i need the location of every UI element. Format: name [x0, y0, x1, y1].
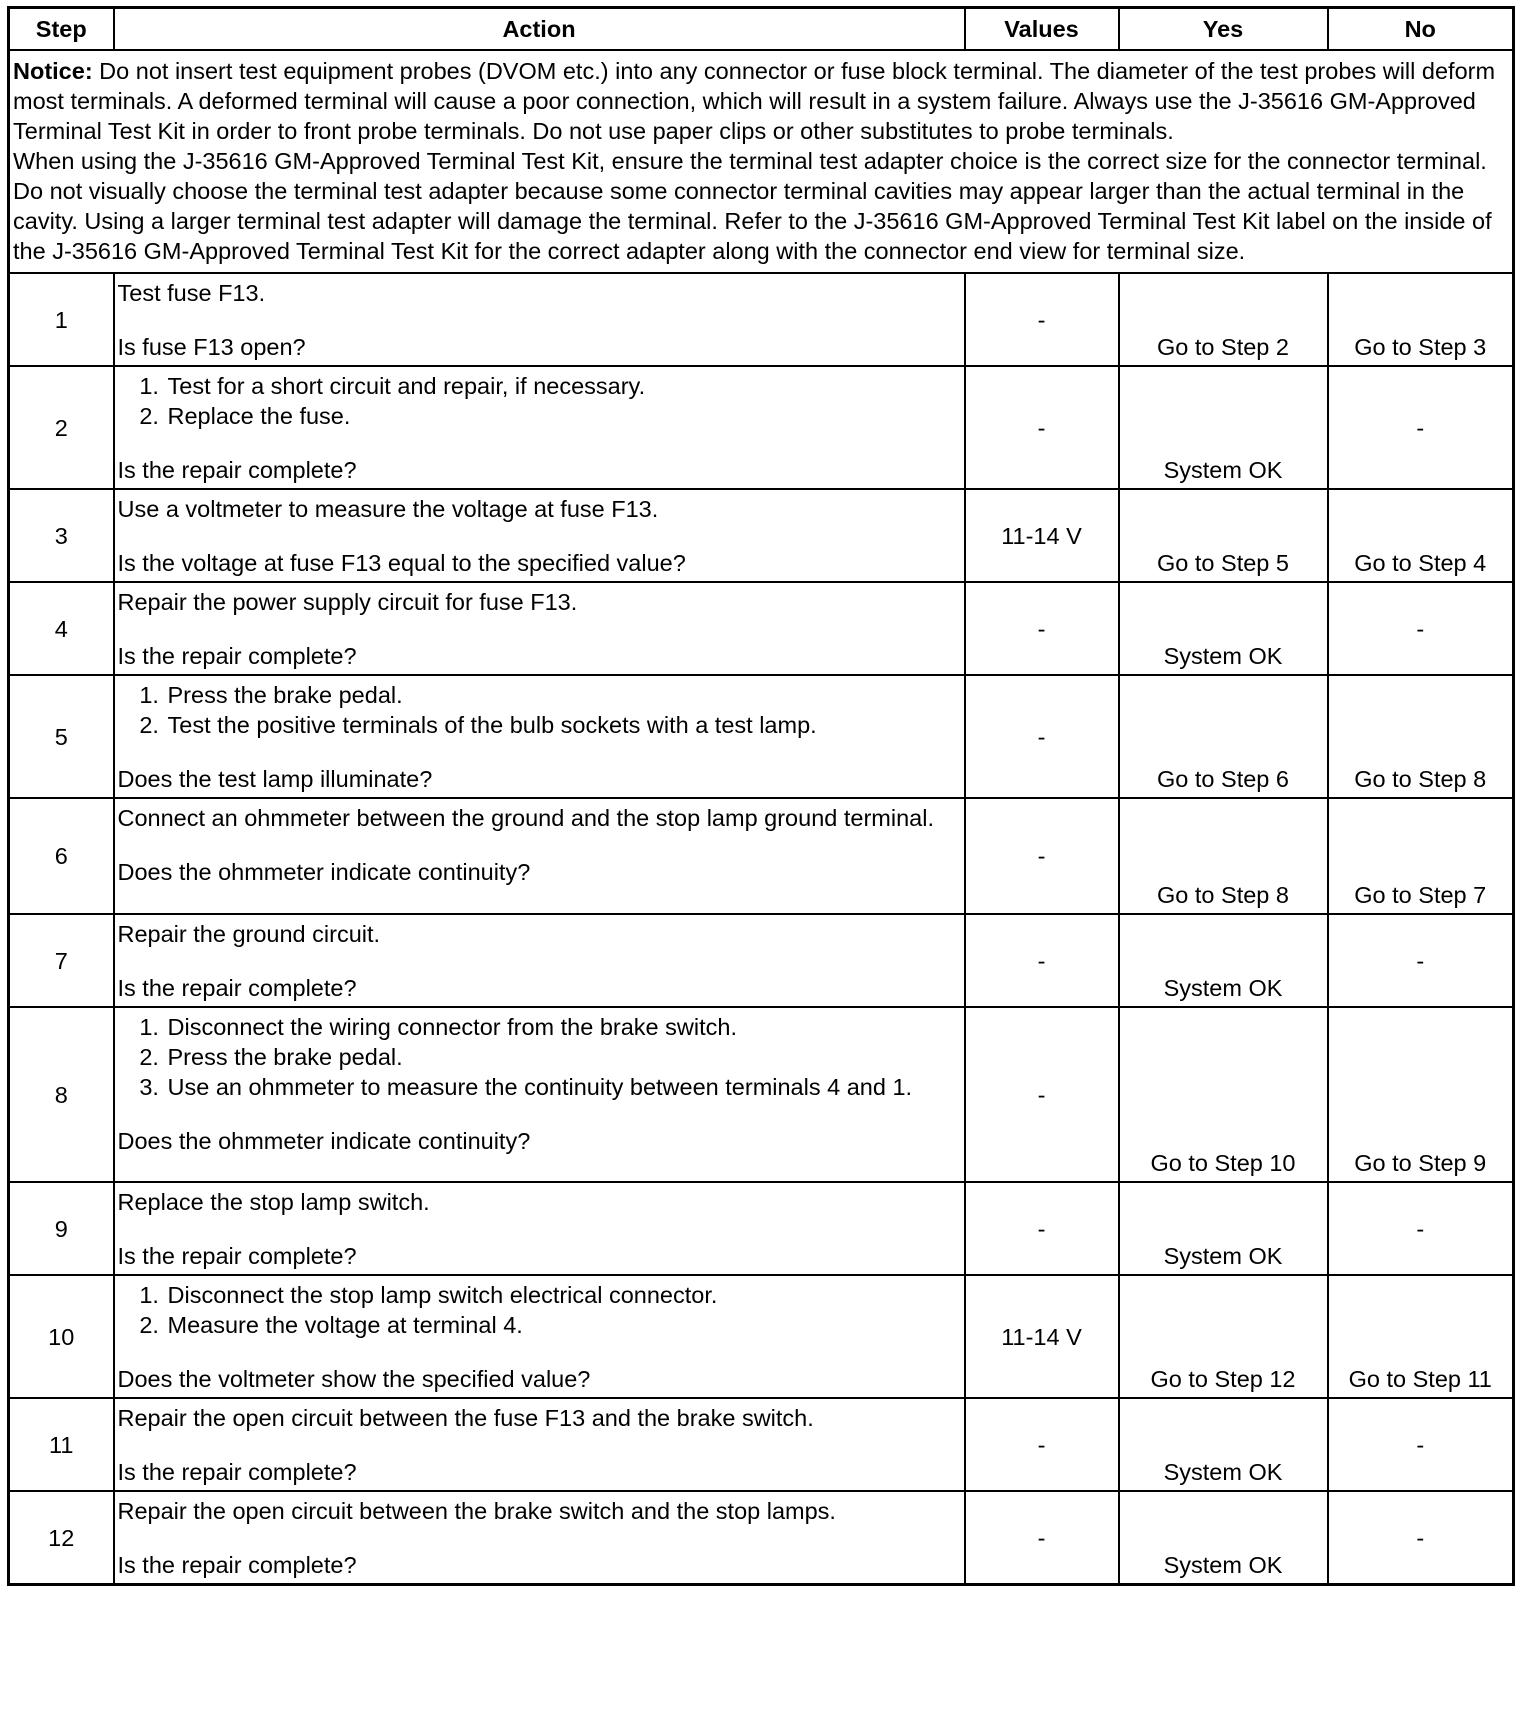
step-number: 2: [9, 366, 114, 489]
values-cell: -: [965, 675, 1119, 798]
action-cell: [114, 366, 965, 489]
table-row: [9, 1275, 1514, 1398]
action-question: Is fuse F13 open?: [117, 334, 306, 360]
no-cell: Go to Step 9: [1328, 1007, 1514, 1182]
action-question: Is the repair complete?: [117, 1243, 357, 1269]
action-cell: [114, 273, 965, 366]
action-instruction: Repair the power supply circuit for fuse F13.: [117, 589, 578, 615]
yes-cell: System OK: [1119, 1491, 1328, 1585]
action-step-item: 1. Disconnect the wiring connector from the brake switch.: [166, 1012, 961, 1042]
no-cell: Go to Step 11: [1328, 1275, 1514, 1398]
action-cell: [114, 914, 965, 1007]
no-cell: Go to Step 3: [1328, 273, 1514, 366]
table-row: [9, 489, 1514, 582]
action-instruction: Test fuse F13.: [117, 280, 266, 306]
action-step-item: 1. Press the brake pedal.: [166, 680, 961, 710]
yes-cell: System OK: [1119, 1398, 1328, 1491]
action-question: Does the test lamp illuminate?: [117, 766, 433, 792]
yes-cell: Go to Step 5: [1119, 489, 1328, 582]
header-step: Step: [9, 8, 114, 51]
action-cell: [114, 489, 965, 582]
values-cell: -: [965, 914, 1119, 1007]
diagnostic-table: [7, 6, 1515, 1586]
action-cell: [114, 1182, 965, 1275]
step-number: 12: [9, 1491, 114, 1585]
action-cell: [114, 675, 965, 798]
step-number: 11: [9, 1398, 114, 1491]
yes-cell: System OK: [1119, 582, 1328, 675]
table-row: [9, 675, 1514, 798]
action-step-list: [118, 680, 961, 740]
values-cell: 11-14 V: [965, 489, 1119, 582]
table-row: [9, 1007, 1514, 1182]
header-yes: Yes: [1119, 8, 1328, 51]
header-values: Values: [965, 8, 1119, 51]
notice-cell: [9, 50, 1514, 273]
action-step-list: [118, 371, 961, 431]
action-step-list: [118, 1012, 961, 1102]
action-instruction: Repair the ground circuit.: [117, 921, 381, 947]
header-action: Action: [114, 8, 965, 51]
yes-cell: Go to Step 12: [1119, 1275, 1328, 1398]
table-row: [9, 366, 1514, 489]
action-cell: [114, 1275, 965, 1398]
header-row: [9, 8, 1514, 51]
diagnostic-table-container: [7, 6, 1512, 1586]
action-step-item: 1. Disconnect the stop lamp switch electrical connector.: [166, 1280, 961, 1310]
action-question: Does the voltmeter show the specified value?: [117, 1366, 591, 1392]
action-cell: [114, 1398, 965, 1491]
step-number: 9: [9, 1182, 114, 1275]
action-question: Is the repair complete?: [117, 457, 357, 483]
yes-cell: System OK: [1119, 914, 1328, 1007]
values-cell: -: [965, 798, 1119, 914]
table-row: [9, 1182, 1514, 1275]
action-step-item: 1. Test for a short circuit and repair, if necessary.: [166, 371, 961, 401]
no-cell: Go to Step 4: [1328, 489, 1514, 582]
values-cell: -: [965, 1491, 1119, 1585]
action-step-item: 2. Measure the voltage at terminal 4.: [166, 1310, 961, 1340]
values-cell: 11-14 V: [965, 1275, 1119, 1398]
action-step-item: 3. Use an ohmmeter to measure the continuity between terminals 4 and 1.: [166, 1072, 961, 1102]
action-question: Is the voltage at fuse F13 equal to the specified value?: [117, 550, 686, 576]
action-question: Does the ohmmeter indicate continuity?: [117, 859, 531, 885]
action-step-item: 2. Test the positive terminals of the bulb sockets with a test lamp.: [166, 710, 961, 740]
action-question: Is the repair complete?: [117, 975, 357, 1001]
yes-cell: Go to Step 8: [1119, 798, 1328, 914]
table-row: [9, 1398, 1514, 1491]
action-step-item: 2. Replace the fuse.: [166, 401, 961, 431]
action-instruction: Use a voltmeter to measure the voltage at fuse F13.: [117, 496, 659, 522]
yes-cell: Go to Step 6: [1119, 675, 1328, 798]
action-cell: [114, 798, 965, 914]
values-cell: -: [965, 1398, 1119, 1491]
step-number: 6: [9, 798, 114, 914]
action-cell: [114, 1007, 965, 1182]
action-cell: [114, 1491, 965, 1585]
action-instruction: Replace the stop lamp switch.: [117, 1189, 430, 1215]
action-step-item: 2. Press the brake pedal.: [166, 1042, 961, 1072]
step-number: 8: [9, 1007, 114, 1182]
table-row: [9, 1491, 1514, 1585]
action-instruction: Connect an ohmmeter between the ground and the stop lamp ground terminal.: [117, 805, 934, 831]
action-question: Is the repair complete?: [117, 1552, 357, 1578]
values-cell: -: [965, 273, 1119, 366]
step-number: 10: [9, 1275, 114, 1398]
values-cell: -: [965, 582, 1119, 675]
no-cell: Go to Step 8: [1328, 675, 1514, 798]
no-cell: -: [1328, 1491, 1514, 1585]
action-cell: [114, 582, 965, 675]
action-question: Is the repair complete?: [117, 1459, 357, 1485]
step-number: 5: [9, 675, 114, 798]
values-cell: -: [965, 1182, 1119, 1275]
notice-row: [9, 50, 1514, 273]
notice-paragraph-2: When using the J-35616 GM-Approved Terminal Test Kit, ensure the terminal test adapter choice is the correct size for the connector terminal. Do not visually choose the terminal test adapter because some connector terminal cavities may appear larger than the actual terminal in the cavity. Using a larger terminal test adapter will damage the terminal. Refer to the J-35616 GM-Approved Terminal Test Kit label on the inside of the J-35616 GM-Approved Terminal Test Kit for the correct adapter along with the connector end view for terminal size.: [13, 148, 1492, 264]
step-number: 3: [9, 489, 114, 582]
values-cell: -: [965, 1007, 1119, 1182]
header-no: No: [1328, 8, 1514, 51]
step-number: 1: [9, 273, 114, 366]
table-row: [9, 914, 1514, 1007]
yes-cell: System OK: [1119, 1182, 1328, 1275]
action-instruction: Repair the open circuit between the fuse F13 and the brake switch.: [117, 1405, 814, 1431]
action-question: Is the repair complete?: [117, 643, 357, 669]
values-cell: -: [965, 366, 1119, 489]
action-question: Does the ohmmeter indicate continuity?: [117, 1128, 531, 1154]
no-cell: -: [1328, 366, 1514, 489]
no-cell: -: [1328, 1398, 1514, 1491]
step-number: 7: [9, 914, 114, 1007]
action-instruction: Repair the open circuit between the brake switch and the stop lamps.: [117, 1498, 836, 1524]
notice-paragraph-1: [13, 56, 1509, 146]
step-number: 4: [9, 582, 114, 675]
table-row: [9, 582, 1514, 675]
notice-text-1: Do not insert test equipment probes (DVOM etc.) into any connector or fuse block terminal. The diameter of the test probes will deform most terminals. A deformed terminal will cause a poor connection, which will result in a system failure. Always use the J-35616 GM-Approved Terminal Test Kit in order to front probe terminals. Do not use paper clips or other substitutes to probe terminals.: [13, 58, 1496, 144]
yes-cell: System OK: [1119, 366, 1328, 489]
no-cell: Go to Step 7: [1328, 798, 1514, 914]
no-cell: -: [1328, 914, 1514, 1007]
yes-cell: Go to Step 2: [1119, 273, 1328, 366]
notice-label: Notice:: [13, 58, 93, 84]
action-step-list: [118, 1280, 961, 1340]
table-row: [9, 273, 1514, 366]
no-cell: -: [1328, 582, 1514, 675]
no-cell: -: [1328, 1182, 1514, 1275]
yes-cell: Go to Step 10: [1119, 1007, 1328, 1182]
table-row: [9, 798, 1514, 914]
